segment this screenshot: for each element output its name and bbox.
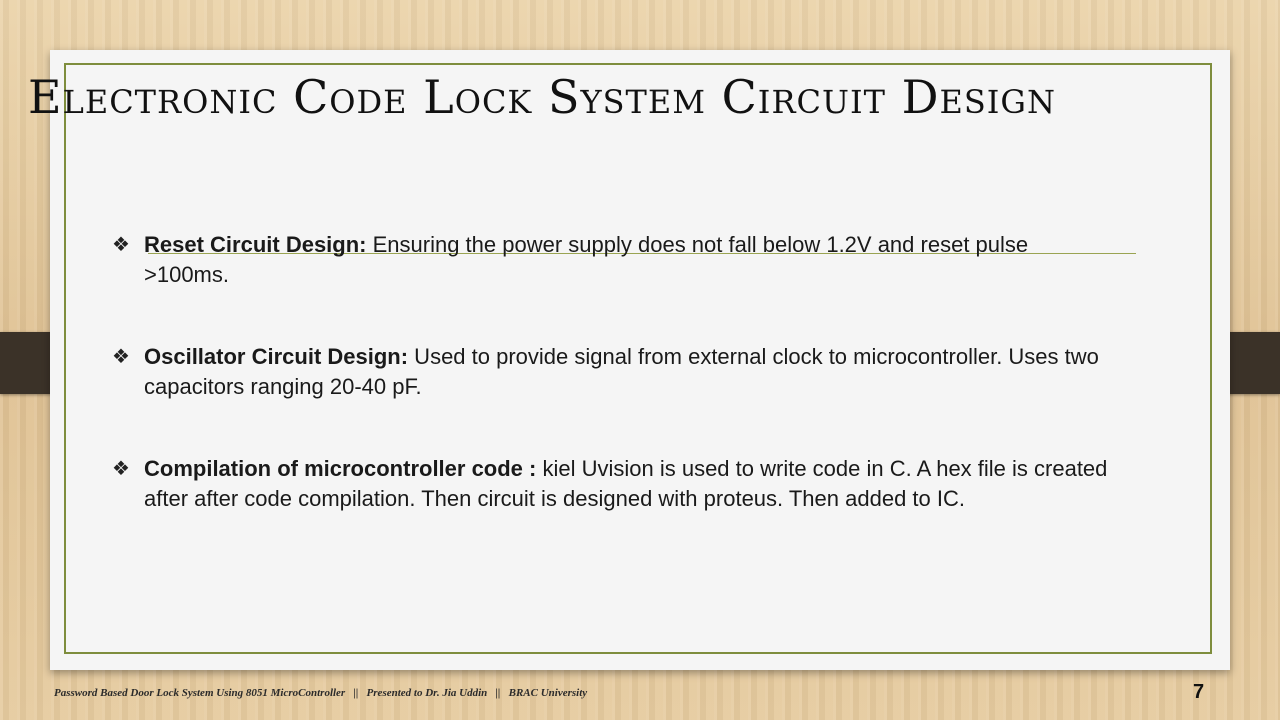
diamond-bullet-icon: ❖ — [112, 234, 130, 256]
diamond-bullet-icon: ❖ — [112, 346, 130, 368]
bullet-heading: Oscillator Circuit Design: — [144, 344, 409, 369]
page-number: 7 — [1193, 681, 1205, 703]
bullet-code-compilation — [110, 454, 1110, 514]
diamond-bullet-icon: ❖ — [112, 458, 130, 480]
bullet-list — [110, 230, 1110, 514]
bullet-text: Ensuring the power supply does not fall below 1.2V and reset pulse >100ms. — [144, 232, 1029, 287]
bullet-heading: Reset Circuit Design: — [144, 232, 367, 257]
slide-footer — [54, 687, 587, 699]
bullet-text: Used to provide signal from external clock to microcontroller. Uses two capacitors ranging 20-40 pF. — [144, 344, 1099, 399]
bullet-heading: Compilation of microcontroller code : — [144, 456, 537, 481]
bullet-oscillator-circuit — [110, 342, 1110, 402]
slide-title: Electronic Code Lock System Circuit Design — [28, 70, 1056, 124]
footer-text: Password Based Door Lock System Using 8051 MicroController || Presented to Dr. Jia Uddin || BRAC University — [54, 687, 588, 699]
bullet-reset-circuit — [110, 230, 1110, 290]
bullet-text: kiel Uvision is used to write code in C. A hex file is created after after code compilation. Then circuit is designed with proteus. Then added to IC. — [144, 456, 1108, 511]
